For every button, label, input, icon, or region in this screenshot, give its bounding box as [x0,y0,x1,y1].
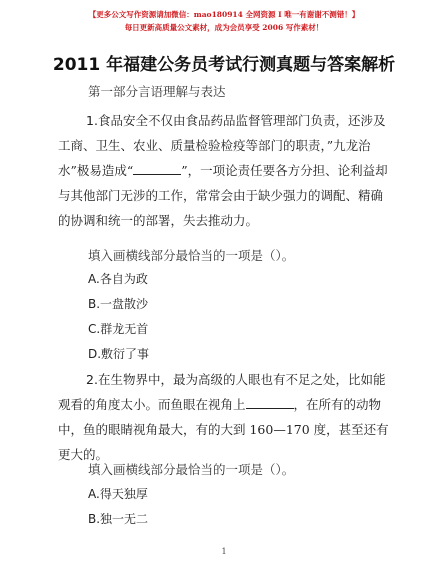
question-1-option-c: C.群龙无首 [88,322,149,336]
question-2-text-a: 在生物界中，最为高级的人眼也有不足之处，比如能观看的角度太小。而鱼眼在视角上 [58,372,386,412]
section-heading: 第一部分言语理解与表达 [88,84,226,99]
question-2-number: 2. [86,372,98,387]
question-2-text-b: ，在所有的动物中，鱼的眼睛视角最大，有的大到 160—170 度，甚至还有更大的。 [58,397,389,462]
question-1-option-d: D.敷衍了事 [88,347,150,361]
question-2 [58,367,394,467]
question-1-blank [133,162,181,175]
question-1-number: 1. [86,113,98,128]
question-1-text-a: 食品安全不仅由食品药品监督管理部门负责，还涉及工商、卫生、农业、质量检验检疫等部门的职责，”九龙治水”极易造成“ [58,113,386,178]
question-1-instruction: 填入画横线部分最恰当的一项是（）。 [88,248,295,263]
question-1-option-b: B.一盘散沙 [88,297,149,311]
document-title: 2011 年福建公务员考试行测真题与答案解析 [52,55,396,75]
question-1-option-a: A.各自为政 [88,272,148,286]
page-number: 1 [221,547,227,556]
question-2-blank [246,396,294,409]
question-1 [58,108,394,233]
question-2-option-b: B.独一无二 [88,512,149,526]
question-2-option-a: A.得天独厚 [88,487,148,501]
header-banner-line2: 每日更新高质量公文素材，成为会员享受 2006 写作素材！ [124,23,324,32]
question-1-text-b: ”，一项论责任要各方分担、论利益却与其他部门无涉的工作，常常会由于缺少强力的调配、精确的协调和统一的部署，失去推动力。 [58,163,388,228]
header-banner-line1: 【更多公文写作资源请加微信：mao180914 全网资源 I 唯一有谢谢不测错！】 [88,10,360,19]
question-2-instruction: 填入画横线部分最恰当的一项是（）。 [88,462,295,477]
